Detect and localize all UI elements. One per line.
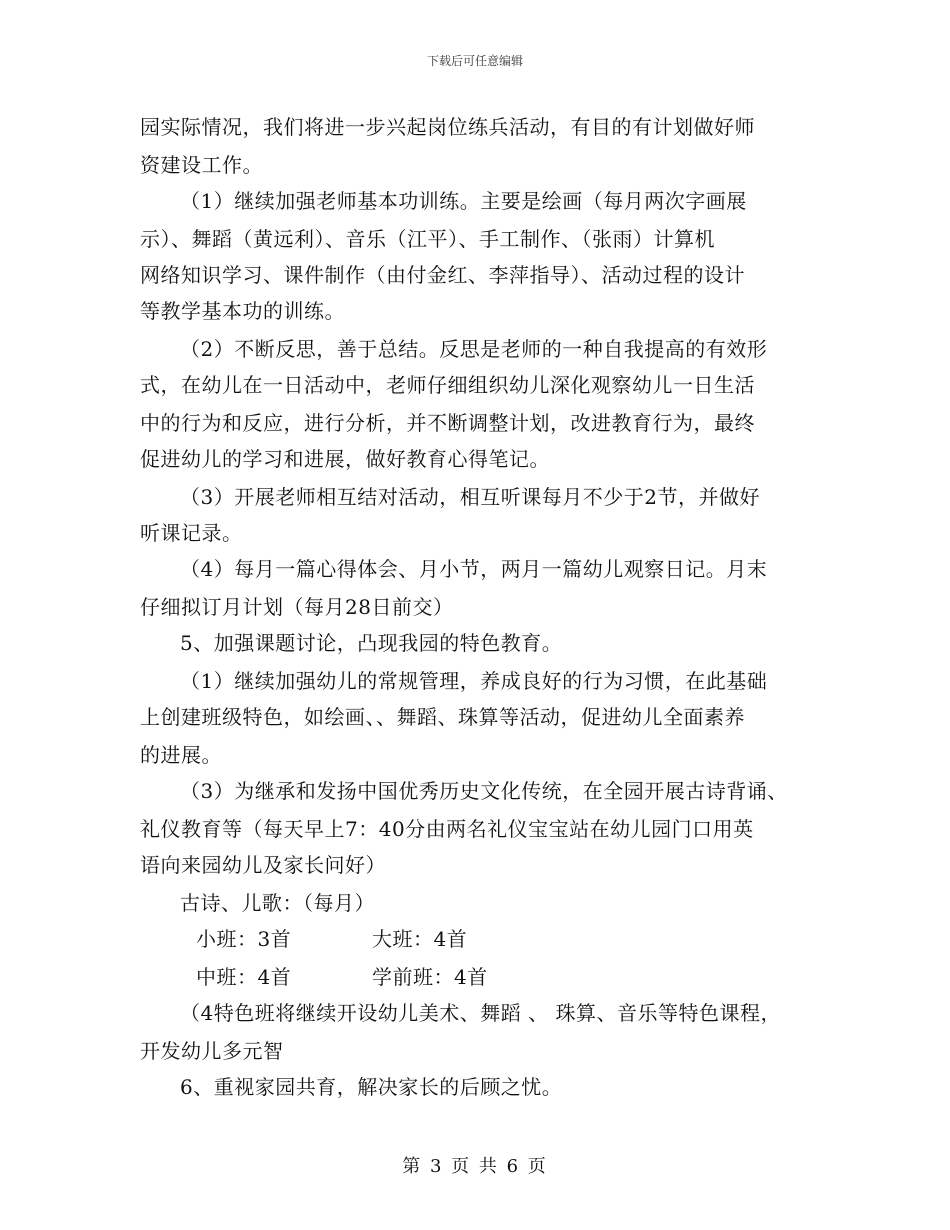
paragraph-line: 等教学基本功的训练。 — [140, 299, 345, 323]
paragraph-line: 园实际情况，我们将进一步兴起岗位练兵活动，有目的有计划做好师 — [140, 115, 755, 139]
paragraph-line: 古诗、儿歌：（每月） — [180, 891, 375, 915]
page-header: 下载后可任意编辑 — [426, 54, 523, 68]
paragraph-line: （3）开展老师相互结对活动，相互听课每月不少于2节，并做好 — [180, 485, 760, 509]
paragraph-line: 网络知识学习、课件制作（由付金红、李萍指导）、活动过程的设计 — [140, 263, 745, 287]
paragraph-line: 语向来园幼儿及家长问好） — [140, 853, 386, 877]
section-heading: 5、加强课题讨论，凸现我园的特色教育。 — [180, 631, 563, 655]
paragraph-line: （2）不断反思，善于总结。反思是老师的一种自我提高的有效形 — [180, 337, 768, 361]
paragraph-line: 仔细拟订月计划（每月28日前交） — [140, 595, 454, 619]
paragraph-line: （1）继续加强幼儿的常规管理，养成良好的行为习惯，在此基础 — [180, 669, 768, 693]
paragraph-line: 资建设工作。 — [140, 153, 263, 177]
paragraph-line: 促进幼儿的学习和进展，做好教育心得笔记。 — [140, 447, 550, 471]
paragraph-line: 听课记录。 — [140, 521, 243, 545]
paragraph-line: 礼仪教育等（每天早上7：40分由两名礼仪宝宝站在幼儿园门口用英 — [140, 817, 754, 841]
paragraph-line: 中的行为和反应，进行分析，并不断调整计划，改进教育行为，最终 — [140, 411, 755, 435]
paragraph-line: 示）、舞蹈（黄远利）、音乐（江平）、手工制作、（张雨）计算机 — [140, 227, 715, 251]
paragraph-line: （4）每月一篇心得体会、月小节，两月一篇幼儿观察日记。月末 — [180, 557, 768, 581]
paragraph-line: 上创建班级特色，如绘画、、舞蹈、珠算等活动，促进幼儿全面素养 — [140, 705, 745, 729]
class-quota-middle: 中班：4首 — [196, 965, 292, 989]
paragraph-line: （1）继续加强老师基本功训练。主要是绘画（每月两次字画展 — [180, 189, 747, 213]
class-quota-large: 大班：4首 — [372, 927, 468, 951]
class-quota-small: 小班：3首 — [196, 927, 292, 951]
paragraph-line: （3）为继承和发扬中国优秀历史文化传统，在全园开展古诗背诵、 — [180, 779, 788, 803]
paragraph-line: 的进展。 — [140, 743, 222, 767]
section-heading: 6、重视家园共育，解决家长的后顾之忧。 — [180, 1075, 563, 1099]
paragraph-line: 开发幼儿多元智 — [140, 1039, 284, 1063]
paragraph-line: （4特色班将继续开设幼儿美术、舞蹈 、 珠算、音乐等特色课程， — [180, 1001, 781, 1025]
page-footer: 第 3 页 共 6 页 — [402, 1156, 548, 1177]
paragraph-line: 式，在幼儿在一日活动中，老师仔细组织幼儿深化观察幼儿一日生活 — [140, 373, 755, 397]
class-quota-preschool: 学前班：4首 — [372, 965, 488, 989]
